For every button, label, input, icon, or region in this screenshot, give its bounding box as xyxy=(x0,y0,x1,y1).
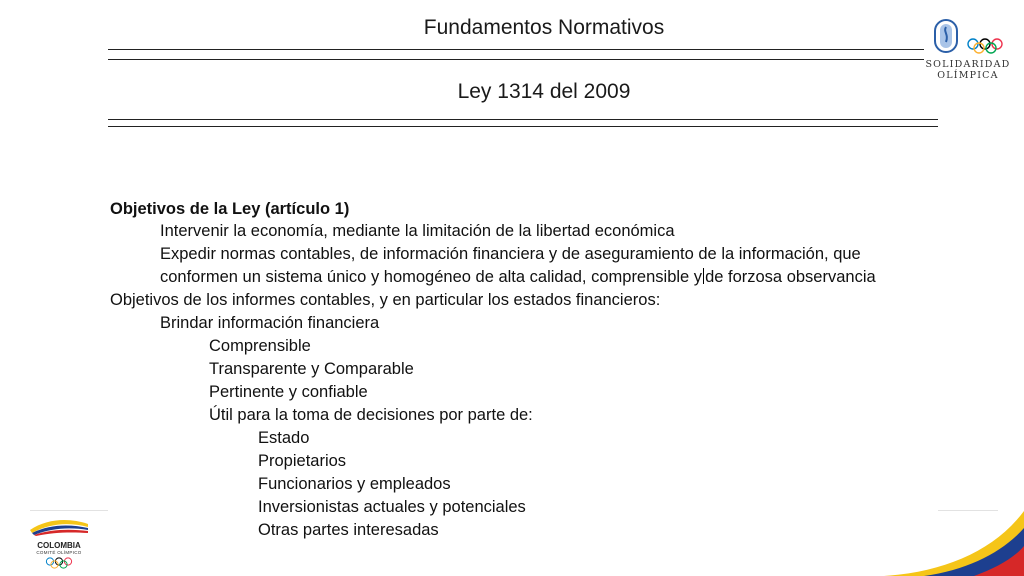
list-item-text: conformen un sistema único y homogéneo de alta calidad, comprensible y xyxy=(160,268,703,286)
list-item: Estado xyxy=(258,429,310,447)
flag-swoosh-decoration xyxy=(884,506,1024,576)
logo-left-line1: COLOMBIA xyxy=(37,541,81,550)
solidaridad-olimpica-logo xyxy=(924,18,1012,81)
list-item: Útil para la toma de decisiones por parte de: xyxy=(209,406,533,424)
logo-left-line2: COMITÉ OLÍMPICO xyxy=(36,550,82,555)
list-item: Funcionarios y empleados xyxy=(258,475,451,493)
objetivos-ley-heading: Objetivos de la Ley (artículo 1) xyxy=(110,200,350,218)
text-caret xyxy=(703,268,704,284)
list-item: Expedir normas contables, de información financiera y de aseguramiento de la información, que xyxy=(160,245,861,263)
list-item: Intervenir la economía, mediante la limitación de la libertad económica xyxy=(160,222,675,240)
title-rule-bottom xyxy=(108,59,924,60)
list-item: Comprensible xyxy=(209,337,311,355)
page-subtitle: Ley 1314 del 2009 xyxy=(457,80,631,103)
list-item: Pertinente y confiable xyxy=(209,383,368,401)
list-item: Otras partes interesadas xyxy=(258,521,439,539)
list-item xyxy=(160,266,876,288)
list-item: Transparente y Comparable xyxy=(209,360,414,378)
colombia-flag-swoosh-icon xyxy=(28,516,90,536)
list-item: Brindar información financiera xyxy=(160,314,380,332)
title-rule-top xyxy=(108,49,924,50)
list-item: Propietarios xyxy=(258,452,347,470)
logo-right-line2: OLÍMPICA xyxy=(937,70,999,81)
list-item-text-continued: de forzosa observancia xyxy=(705,268,876,286)
logo-right-line1: SOLIDARIDAD xyxy=(925,59,1011,70)
subtitle-rule-top xyxy=(108,119,938,120)
objetivos-informes-heading: Objetivos de los informes contables, y en particular los estados financieros: xyxy=(110,291,661,309)
flame-emblem-icon xyxy=(931,18,961,54)
subtitle-rule-bottom xyxy=(108,126,938,127)
olympic-rings-icon xyxy=(965,38,1005,54)
footer-rule-left xyxy=(30,510,108,511)
list-item: Inversionistas actuales y potenciales xyxy=(258,498,526,516)
page-title: Fundamentos Normativos xyxy=(423,16,665,39)
colombia-comite-olimpico-logo xyxy=(24,516,94,574)
olympic-rings-icon xyxy=(44,557,74,569)
